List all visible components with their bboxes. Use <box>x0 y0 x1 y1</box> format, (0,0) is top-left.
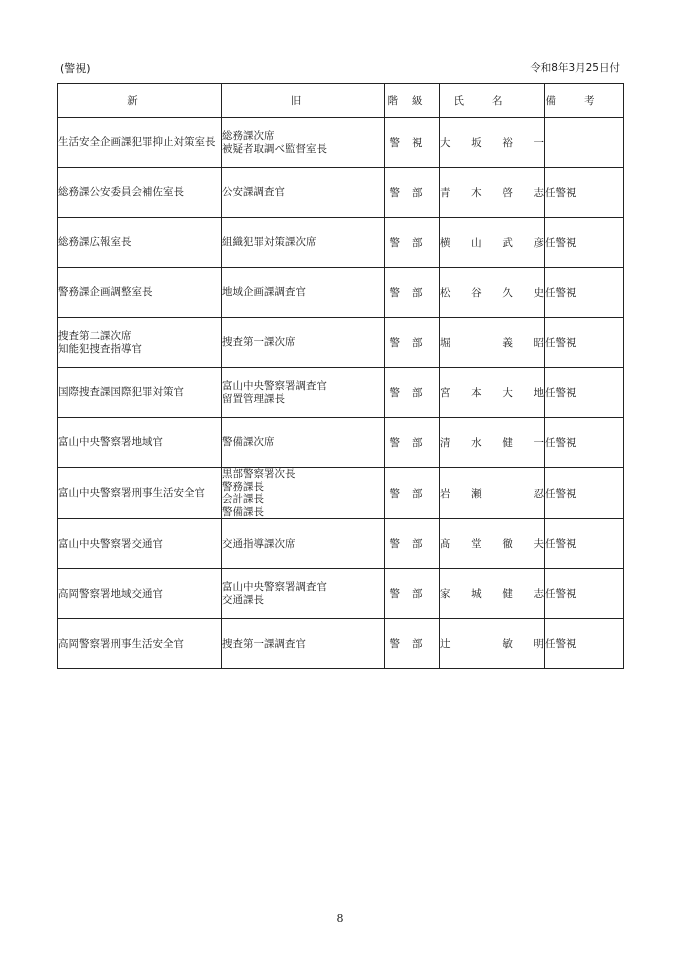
rank-cell: 警部 <box>385 619 440 669</box>
name-cell: 堀 義昭 <box>440 318 545 368</box>
new-position-line: 生活安全企画課犯罪抑止対策室長 <box>58 136 216 149</box>
new-position-cell <box>58 569 222 619</box>
old-position-line: 警務課長 <box>222 480 264 493</box>
new-position-line: 国際捜査課国際犯罪対策官 <box>58 386 184 399</box>
name-cell: 家城健志 <box>440 569 545 619</box>
old-position-line: 黒部警察署次長 <box>222 468 296 480</box>
old-position-line: 公安課調査官 <box>222 186 285 199</box>
new-position-line: 高岡警察署地域交通官 <box>58 587 163 600</box>
old-position-line: 富山中央警察署調査官 <box>222 581 327 594</box>
old-position-cell <box>222 168 385 218</box>
remarks-cell: 任警視 <box>545 519 624 569</box>
remarks-cell: 任警視 <box>545 368 624 418</box>
rank-cell: 警部 <box>385 569 440 619</box>
page-number: 8 <box>336 912 344 925</box>
old-position-line: 交通課長 <box>222 593 264 606</box>
table-row <box>58 418 624 468</box>
old-position-line: 警備課長 <box>222 505 264 518</box>
new-position-line: 富山中央警察署刑事生活安全官 <box>58 486 205 499</box>
old-position-cell <box>222 268 385 318</box>
new-position-line: 警務課企画調整室長 <box>58 286 153 299</box>
rank-cell: 警視 <box>385 118 440 168</box>
new-position-line: 総務課公安委員会補佐室長 <box>58 186 184 199</box>
remarks-cell: 任警視 <box>545 619 624 669</box>
rank-cell: 警部 <box>385 368 440 418</box>
table-row <box>58 468 624 519</box>
name-cell: 髙堂徹夫 <box>440 519 545 569</box>
remarks-cell: 任警視 <box>545 468 624 519</box>
table-header-row <box>58 84 624 118</box>
rank-cell: 警部 <box>385 519 440 569</box>
new-position-line: 富山中央警察署交通官 <box>58 537 163 550</box>
table-row <box>58 168 624 218</box>
old-position-line: 交通指導課次席 <box>222 537 296 550</box>
name-cell: 青木啓志 <box>440 168 545 218</box>
old-position-line: 総務課次席 <box>222 129 275 142</box>
remarks-cell: 任警視 <box>545 418 624 468</box>
name-cell: 松谷久史 <box>440 268 545 318</box>
old-position-line: 捜査第一課次席 <box>222 336 296 349</box>
column-header-rank: 階級 <box>385 84 440 118</box>
remarks-cell: 任警視 <box>545 218 624 268</box>
old-position-cell <box>222 368 385 418</box>
name-cell: 横山武彦 <box>440 218 545 268</box>
column-header-name: 氏名 <box>440 84 545 118</box>
rank-cell: 警部 <box>385 168 440 218</box>
remarks-cell: 任警視 <box>545 569 624 619</box>
old-position-cell <box>222 519 385 569</box>
rank-cell: 警部 <box>385 468 440 519</box>
name-cell: 大坂裕一 <box>440 118 545 168</box>
new-position-cell <box>58 519 222 569</box>
old-position-cell <box>222 218 385 268</box>
table-row <box>58 118 624 168</box>
old-position-cell <box>222 118 385 168</box>
old-position-cell <box>222 569 385 619</box>
old-position-cell <box>222 619 385 669</box>
rank-cell: 警部 <box>385 418 440 468</box>
new-position-cell <box>58 468 222 519</box>
table-row <box>58 368 624 418</box>
category-label: (警視) <box>60 62 91 75</box>
new-position-cell <box>58 318 222 368</box>
new-position-cell <box>58 368 222 418</box>
old-position-line: 留置管理課長 <box>222 392 285 405</box>
remarks-cell: 任警視 <box>545 318 624 368</box>
table-row <box>58 268 624 318</box>
old-position-line: 捜査第一課調査官 <box>222 637 306 650</box>
table-row <box>58 218 624 268</box>
old-position-line: 地域企画課調査官 <box>222 286 306 299</box>
remarks-cell <box>545 118 624 168</box>
old-position-line: 被疑者取調べ監督室長 <box>222 142 327 155</box>
personnel-table <box>57 83 624 669</box>
table-row <box>58 569 624 619</box>
remarks-cell: 任警視 <box>545 168 624 218</box>
old-position-line: 富山中央警察署調査官 <box>222 379 327 392</box>
rank-cell: 警部 <box>385 318 440 368</box>
name-cell: 辻 敏明 <box>440 619 545 669</box>
remarks-cell: 任警視 <box>545 268 624 318</box>
old-position-line: 警備課次席 <box>222 436 275 449</box>
new-position-cell <box>58 118 222 168</box>
column-header-remarks: 備考 <box>545 84 624 118</box>
new-position-cell <box>58 218 222 268</box>
table-row <box>58 318 624 368</box>
rank-cell: 警部 <box>385 218 440 268</box>
old-position-cell <box>222 318 385 368</box>
new-position-cell <box>58 168 222 218</box>
table-row <box>58 519 624 569</box>
new-position-line: 高岡警察署刑事生活安全官 <box>58 637 184 650</box>
new-position-cell <box>58 619 222 669</box>
old-position-line: 会計課長 <box>222 493 264 506</box>
name-cell: 宮本大地 <box>440 368 545 418</box>
new-position-cell <box>58 268 222 318</box>
old-position-cell <box>222 468 385 519</box>
table-row <box>58 619 624 669</box>
old-position-line: 組織犯罪対策課次席 <box>222 236 317 249</box>
effective-date: 令和8年3月25日付 <box>530 62 620 74</box>
old-position-cell <box>222 418 385 468</box>
rank-cell: 警部 <box>385 268 440 318</box>
table-body <box>58 118 624 669</box>
new-position-line: 総務課広報室長 <box>58 236 132 249</box>
new-position-line: 富山中央警察署地域官 <box>58 436 163 449</box>
new-position-line: 知能犯捜査指導官 <box>58 342 142 355</box>
name-cell: 岩瀬 忍 <box>440 468 545 519</box>
column-header-new: 新 <box>58 84 222 118</box>
new-position-line: 捜査第二課次席 <box>58 329 132 342</box>
new-position-cell <box>58 418 222 468</box>
column-header-old: 旧 <box>222 84 385 118</box>
name-cell: 清水健一 <box>440 418 545 468</box>
